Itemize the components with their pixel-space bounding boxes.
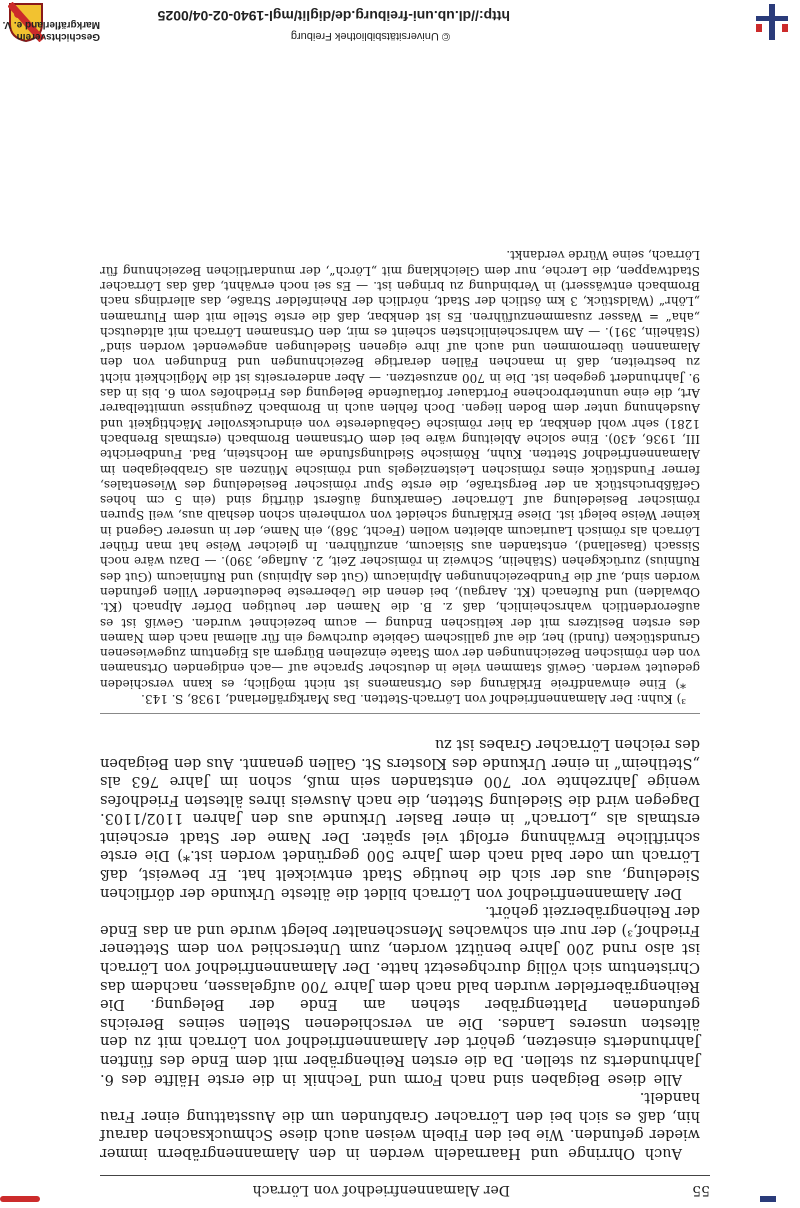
paragraph: Der Alamannenfriedhof von Lörrach bildet die älteste Urkunde der dörflichen Siedelung, aus der sich die heutige Stadt entwickelt hat. Er beweist, daß Lörrach um oder bald nach dem Jahre 500 gegründet worden ist.*) Die erste schriftliche Erwähnung erfolgt viel später. Der Name der Stadt erscheint erstmals als „Lorrach“ in einer Basler Urkunde aus den Jahren 1102/1103. Dagegen wird die Siedelung Stetten, die nach Ausweis ihres ältesten Friedhofes wenige Jahrzehnte vor 700 entstanden sein muß, schon im Jahre 763 als „Stetiheim“ in einer Urkunde des Klosters St. Gallen genannt. Aus den Beigaben des reichen Lörracher Grabes ist zu <box>100 735 700 901</box>
body-text <box>100 734 700 1162</box>
footnote: ³) Kuhn: Der Alamannenfriedhof von Lörrach-Stetten. Das Markgräflerland, 1938, S. 143. <box>141 692 686 706</box>
next-page-logo-fragment <box>0 1196 40 1202</box>
running-title: Der Alamannenfriedhof von Lörrach <box>252 1182 510 1198</box>
footnotes <box>100 247 700 706</box>
document-url[interactable]: http://dl.ub.uni-freiburg.de/diglit/mgl-1940-02-04/0025 <box>157 8 510 24</box>
footnote: *) Eine einwandfreie Erklärung des Ortsnamens ist nicht möglich; es kann verschieden gedeutet werden. Gewiß stammen viele in deutscher Sprache auf —ach endigenden Ortsnamen von den römischen Bezeichnungen der vom Staate einzelnen Bürgern als Eigentum zugewiesenen Grundstücken (fundi) her, die auf gallischem Gebiete durchweg ein für allemal nach dem Namen des ersten Besitzers mit der keltischen Endung — acum bezeichnet wurden. Gewiß ist es außerordentlich wahrscheinlich, daß z. B. die Namen der heutigen Dörfer Alpnach (Kt. Obwalden) und Rufenach (Kt. Aargau), bei denen die Ueberreste bedeutender Villen gefunden worden sind, auf die Fundbezeichnungen Alpiniacum (Gut des Alpinius) und Rufiniacum (Gut des Rufinius) zurückgehen (Stähelin, Schweiz in römischer Zeit, 2. Auflage, 390). — Dazu wäre noch Sissach (Baselland), entstanden aus Sisiacum, anzuführen. In gleicher Weise hat man früher Lörrach als römisch Lauriacum ableiten wollen (Fecht, 368), ein Name, der in unserer Gegend in keiner Weise belegt ist. Diese Erklärung scheidet von vornherein schon deshalb aus, weil Spuren römischer Besiedelung auf Lörracher Gemarkung äußerst dürftig sind (ein 5 cm hohes Gefäßbruchstück an der Bergstraße, die erste Spur römischer Besiedelung des Wiesentales, ferner Fundstück eines römischen Leistenziegels und römische Münzen als Grabbeigaben im Alamannenfriedhof Stetten. Kuhn, Römische Siedlungsfunde am Hochstein, Bad. Fundberichte III, 1936, 430). Eine solche Ableitung wäre bei dem Ortsnamen Brombach (erstmals Brenbach 1281) sehr wohl denkbar, da hier römische Gebäudereste von eindrucksvoller Mächtigkeit und Ausdehnung unter dem Boden liegen. Doch fehlen auch in Brombach Zeugnisse unmittelbarer Art, die eine ununterbrochene Fortdauer fortlaufende Belegung des Friedhofes vom 6. bis in das 9. Jahrhundert gegeben ist. Die in 700 anzusetzen. — Aber andererseits ist die Möglichkeit nicht zu bestreiten, daß in manchen Fällen derartige Bezeichnungen und Endungen von den Alamannen übernommen und auch auf ihre eigenen Siedelungen angewendet worden sind“ (Stähelin, 391). — Am wahrscheinlichsten scheint es mir, den Ortsnamen Lörrach mit altdeutsch „aha“ = Wasser zusammenzuführen. Es ist denkbar, daß die erste Stelle mit dem Flurnamen „Löhr“ (Waldstück, 3 km östlich der Stadt, nördlich der Rheinfelder Straße, das allerdings nach Brombach entwässert) in Verbindung zu bringen ist. — Es sei noch erwähnt, daß das Lörracher Stadtwappen, die Lerche, nur dem Gleichklang mit „Lörch“, der mundartlichen Bezeichnung für Lörrach, seine Würde verdankt. <box>100 248 700 691</box>
copyright-text: © Universitätsbibliothek Freiburg <box>290 30 450 42</box>
paragraph: Alle diese Beigaben sind nach Form und Technik in die erste Hälfte des 6. Jahrhunderts zu stellen. Da die ersten Reihengräber mit dem Ende des fünften Jahrhunderts einsetzen, gehört der Alamannenfriedhof von Lörrach mit zu den ältesten unseres Landes. Die an verschiedenen Stellen seines Bereichs gefundenen Plattengräber stehen am Ende der Belegung. Die Reihengräberfelder wurden bald nach dem Jahre 700 aufgelassen, nachdem das Christentum sich völlig durchgesetzt hatte. Der Alamannenfriedhof von Lörrach ist also rund 200 Jahre benützt worden, zum Unterschied von dem Stettener Friedhof,³) der nur ein schwaches Menschenalter belegt wurde und an das Ende der Reihengräberzeit gehört. <box>100 903 700 1087</box>
footnote-divider <box>100 713 700 714</box>
scanned-page <box>0 60 800 1208</box>
page-number: 55 <box>692 1182 710 1198</box>
association-name: Geschichtsverein Markgräflerland e. V. <box>2 19 100 42</box>
next-page-edge <box>0 1196 800 1208</box>
next-page-logo-fragment <box>760 1196 776 1202</box>
ub-freiburg-logo-icon <box>752 2 792 42</box>
paragraph: Auch Ohrringe und Haarnadeln werden in den Alamannengräbern immer wieder gefunden. Wie bei den Fibeln weisen auch diese Schmucksachen darauf hin, daß es sich bei den Lörracher Grabfunden um die Ausstattung einer Frau handelt. <box>100 1089 700 1161</box>
running-header <box>100 1175 710 1198</box>
viewer-header <box>0 0 800 60</box>
